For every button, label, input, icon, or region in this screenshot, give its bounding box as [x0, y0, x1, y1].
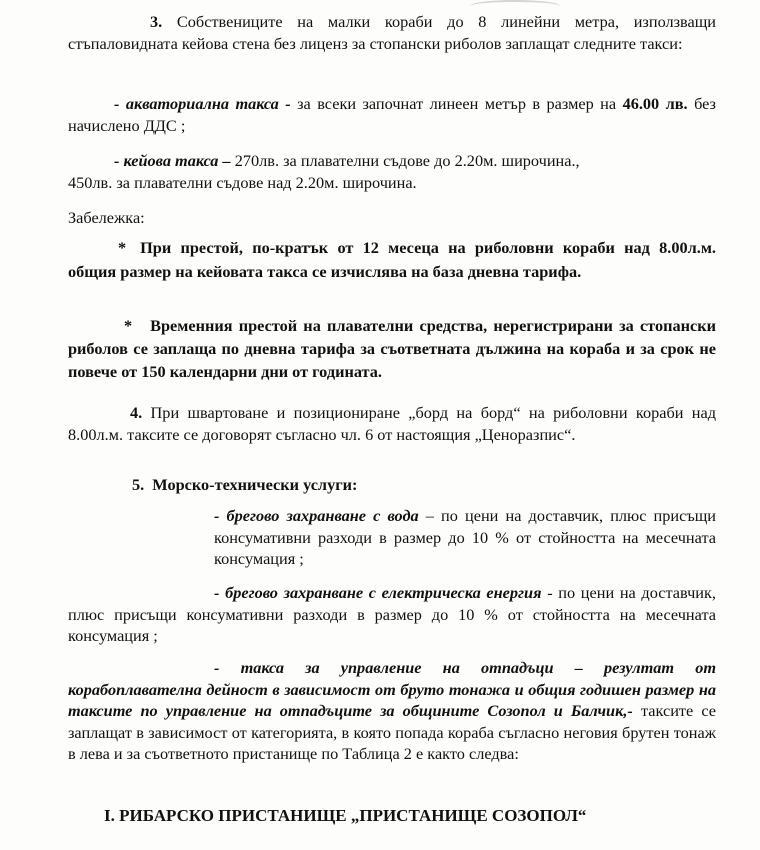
- item-4-paragraph: [68, 402, 716, 445]
- fee-aquatorial-label: - акваториална такса -: [114, 94, 291, 113]
- service-waste-label: - такса за управление на отпадъци – резултат от корабоплавателна дейност в зависимост от бруто тонажа и общия годишен размер на таксите по управление на отпадъците за общините Созопол и Балчик,-: [68, 658, 716, 720]
- item-5-title: Морско-технически услуги:: [152, 475, 358, 494]
- item-5-heading: [132, 474, 357, 496]
- item-4-text: При швартоване и позициониране „борд на борд“ на риболовни кораби над 8.00л.м. таксите се договорят съгласно чл. 6 от настоящия „Ценоразпис“.: [68, 403, 716, 444]
- fee-quay-paragraph: [68, 150, 728, 193]
- note-1-paragraph: [68, 236, 716, 284]
- fee-aquatorial-paragraph: [68, 93, 716, 136]
- service-waste-text: таксите се заплащат в зависимост от категорията, в която попада кораба съгласно неговия брутен тонаж в лева и за съответното пристанище по Таблица 2 е както следва:: [68, 701, 716, 763]
- note-2-text: Временния престой на плавателни средства, нерегистрирани за стопански риболов се заплаща по дневна тарифа за съответната дължина на кораба и за срок не повече от 150 календарни дни от годината.: [68, 316, 716, 381]
- service-power-label: - брегово захранване с електрическа енергия: [214, 583, 542, 602]
- note-1-bullet: *: [118, 238, 127, 257]
- fee-aquatorial-suffix: без начислено ДДС ;: [68, 94, 716, 135]
- item-4-number: 4.: [130, 403, 143, 422]
- item-3-text: Собствениците на малки кораби до 8 линейни метра, използващи стъпаловидната кейова стена без лиценз за стопански риболов заплащат следните такси:: [68, 12, 716, 53]
- fee-aquatorial-amount: 46.00 лв.: [622, 94, 688, 113]
- service-water-paragraph: [214, 505, 716, 570]
- fee-quay-line-1: 270лв. за плавателни съдове до 2.20м. широчина.,: [234, 151, 580, 170]
- note-heading: Забележка:: [68, 208, 145, 227]
- service-power-text: - по цени на доставчик, плюс присъщи консумативни разходи в размер до 10 % от стойността на месечната консумация ;: [68, 583, 716, 645]
- service-water-text: – по цени на доставчик, плюс присъщи консумативни разходи в размер до 10 % от стойността на месечната консумация ;: [214, 506, 716, 568]
- section-title: I. РИБАРСКО ПРИСТАНИЩЕ „ПРИСТАНИЩЕ СОЗОПОЛ“: [104, 806, 587, 825]
- note-2-bullet: *: [124, 316, 133, 335]
- fee-quay-label: - кейова такса –: [114, 151, 231, 170]
- service-power-paragraph: [68, 582, 716, 647]
- service-waste-paragraph: [68, 657, 716, 765]
- fee-quay-line-2: 450лв. за плавателни съдове над 2.20м. широчина.: [68, 172, 417, 192]
- note-2-paragraph: [68, 314, 716, 383]
- service-water-label: - брегово захранване с вода: [214, 506, 419, 525]
- item-3-paragraph: [68, 11, 716, 54]
- item-5-number: 5.: [132, 475, 145, 494]
- note-1-text: При престой, по-кратък от 12 месеца на риболовни кораби над 8.00л.м. общия размер на кейовата такса се изчислява на база дневна тарифа.: [68, 238, 716, 281]
- item-3-number: 3.: [150, 12, 163, 31]
- fee-aquatorial-text: за всеки започнат линеен метър в размер на: [297, 94, 617, 113]
